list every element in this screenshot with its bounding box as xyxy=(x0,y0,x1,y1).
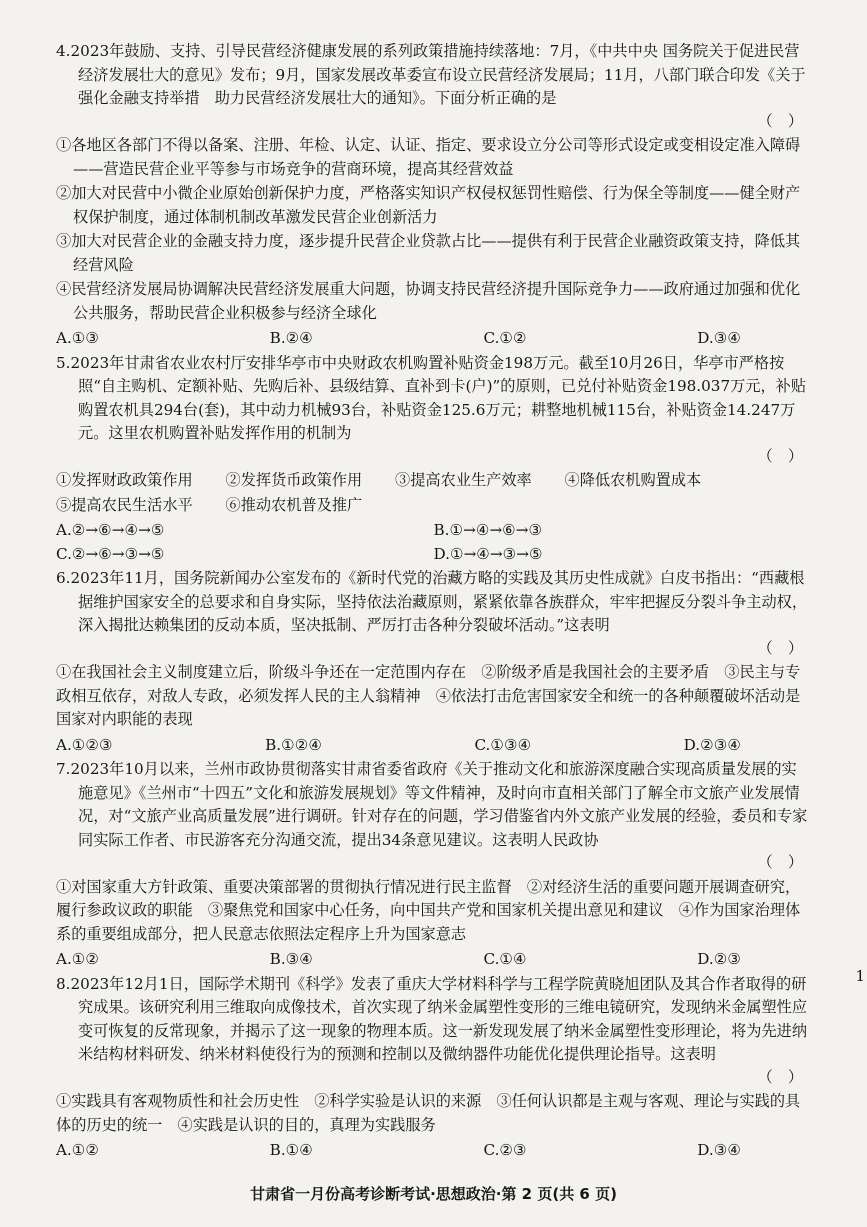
q8-answer-bracket: （ ） xyxy=(757,1067,803,1086)
q5-item-4: ④降低农机购置成本 xyxy=(564,471,702,489)
q6-choice-b: B.①②④ xyxy=(265,735,322,754)
q5-answer-bracket: （ ） xyxy=(757,446,803,465)
q7-choices xyxy=(56,948,811,972)
q8-choices xyxy=(56,1139,811,1163)
q8-choice-d: D.③④ xyxy=(697,1141,741,1159)
q5-stem: 5.2023年甘肃省农业农村厅安排华亭市中央财政农机购置补贴资金198万元。截至10月26日，华亭市严格按照“自主购机、定额补贴、先购后补、县级结算、直补到卡(户)”的原则，已兑付补贴资金198.037万元，补贴购置农机具294台(套)，其中动力机械93台，补贴资金125.6万元；耕整地机械115台，补贴资金14.247万元。这里农机购置补贴发挥作用的机制为 xyxy=(56,353,807,442)
q6-stem: 6.2023年11月，国务院新闻办公室发布的《新时代党的治藏方略的实践及其历史性成就》白皮书指出：“西藏根据维护国家安全的总要求和自身实际，坚持依法治藏原则，紧紧依靠各族群众，牢牢把握反分裂斗争主动权，深入揭批达赖集团的反动本质，坚决抵制、严厉打击各种分裂破坏活动。”这表明 xyxy=(56,569,807,634)
q7-choice-d: D.②③ xyxy=(697,950,741,968)
q4-item-4: ④民营经济发展局协调解决民营经济发展重大问题，协调支持民营经济提升国际竞争力——政府通过加强和优化公共服务，帮助民营企业积极参与经济全球化 xyxy=(56,280,801,322)
q5-items-line-2 xyxy=(56,494,811,518)
q5-item-5: ⑤提高农民生活水平 xyxy=(56,495,193,514)
q6-choice-c: C.①③④ xyxy=(474,735,532,754)
q4-item-3: ③加大对民营企业的金融支持力度，逐步提升民营企业贷款占比——提供有利于民营企业融资政策支持，降低其经营风险 xyxy=(56,232,801,274)
q4-answer-bracket: （ ） xyxy=(757,111,803,130)
q6-choice-d: D.②③④ xyxy=(683,735,741,754)
q7-answer-bracket: （ ） xyxy=(757,853,803,871)
page-edge-mark: 1 xyxy=(855,967,865,985)
q5-choice-c: C.②→⑥→③→⑤ xyxy=(56,544,165,563)
q5-item-3: ③提高农业生产效率 xyxy=(395,471,532,489)
q5-choices xyxy=(56,519,811,566)
page-footer: 甘肃省一月份高考诊断考试·思想政治·第 2 页(共 6 页) xyxy=(250,1185,617,1203)
q7-stem: 7.2023年10月以来，兰州市政协贯彻落实甘肃省委省政府《关于推动文化和旅游深度融合实现高质量发展的实施意见》《兰州市“十四五”文化和旅游发展规划》等文件精神，及时向市直相关部门了解全市文旅产业发展情况，对“文旅产业高质量发展”进行调研。针对存在的问题，学习借鉴省内外文旅产业发展的经验，委员和专家同实际工作者、市民游客充分沟通交流，提出34条意见建议。这表明人民政协 xyxy=(56,760,808,849)
q6-choices xyxy=(56,734,811,758)
q8-choice-a: A.①② xyxy=(56,1141,100,1159)
q4-choice-a: A.①③ xyxy=(56,329,100,347)
q8-choice-b: B.①④ xyxy=(269,1141,313,1159)
q6-choice-a: A.①②③ xyxy=(56,735,113,754)
q6-answer-bracket: （ ） xyxy=(757,638,803,657)
q5-item-6: ⑥推动农机普及推广 xyxy=(225,495,363,514)
q7-items: ①对国家重大方针政策、重要决策部署的贯彻执行情况进行民主监督 ②对经济生活的重要问题开展调查研究，履行参政议政的职能 ③聚焦党和国家中心任务，向中国共产党和国家机关提出意见和建议 ④作为国家治理体系的重要组成部分，把人民意志依照法定程序上升为国家意志 xyxy=(56,877,801,943)
q5-choice-b: B.①→④→⑥→③ xyxy=(433,521,543,539)
q5-choice-d: D.①→④→③→⑤ xyxy=(433,544,543,563)
q7-choice-b: B.③④ xyxy=(269,950,313,968)
q4-item-1: ①各地区各部门不得以备案、注册、年检、认定、认证、指定、要求设立分公司等形式设定或变相设定准入障碍——营造民营企业平等参与市场竞争的营商环境，提高其经营效益 xyxy=(56,136,801,178)
q5-item-2: ②发挥货币政策作用 xyxy=(225,471,363,489)
q8-choice-c: C.②③ xyxy=(483,1141,527,1159)
q5-item-1: ①发挥财政政策作用 xyxy=(56,471,193,489)
q4-choice-d: D.③④ xyxy=(697,329,741,347)
q6-items: ①在我国社会主义制度建立后，阶级斗争还在一定范围内存在 ②阶级矛盾是我国社会的主要矛盾 ③民主与专政相互依存，对敌人专政，必须发挥人民的主人翁精神 ④依法打击危害国家安全和统一的各种颠覆破坏活动是国家对内职能的表现 xyxy=(56,663,801,728)
q7-choice-a: A.①② xyxy=(56,950,100,968)
q4-choice-c: C.①② xyxy=(483,329,527,347)
q7-choice-c: C.①④ xyxy=(483,950,527,968)
q8-items: ①实践具有客观物质性和社会历史性 ②科学实验是认识的来源 ③任何认识都是主观与客观、理论与实践的具体的历史的统一 ④实践是认识的目的，真理为实践服务 xyxy=(56,1092,801,1134)
q4-choices xyxy=(56,327,811,351)
q5-items-line-1 xyxy=(56,469,811,493)
q4-choice-b: B.②④ xyxy=(269,329,313,347)
q5-choice-a: A.②→⑥→④→⑤ xyxy=(56,521,165,539)
q4-item-2: ②加大对民营中小微企业原始创新保护力度，严格落实知识产权侵权惩罚性赔偿、行为保全等制度——健全财产权保护制度，通过体制机制改革激发民营企业创新活力 xyxy=(56,184,801,226)
q8-stem: 8.2023年12月1日，国际学术期刊《科学》发表了重庆大学材料科学与工程学院黄晓旭团队及其合作者取得的研究成果。该研究利用三维取向成像技术，首次实现了纳米金属塑性变形的三维电镜研究，发现纳米金属塑性应变可恢复的反常现象，并揭示了这一现象的物理本质。这一新发现发展了纳米金属塑性变形理论，将为先进纳米结构材料研发、纳米材料使役行为的预测和控制以及微纳器件功能优化提供理论指导。这表明 xyxy=(56,974,807,1063)
q4-stem: 4.2023年鼓励、支持、引导民营经济健康发展的系列政策措施持续落地：7月，《中共中央 国务院关于促进民营经济发展壮大的意见》发布；9月，国家发展改革委宣布设立民营经济发展局；11月，八部门联合印发《关于强化金融支持举措 助力民营经济发展壮大的通知》。下面分析正确的是 xyxy=(56,42,806,107)
